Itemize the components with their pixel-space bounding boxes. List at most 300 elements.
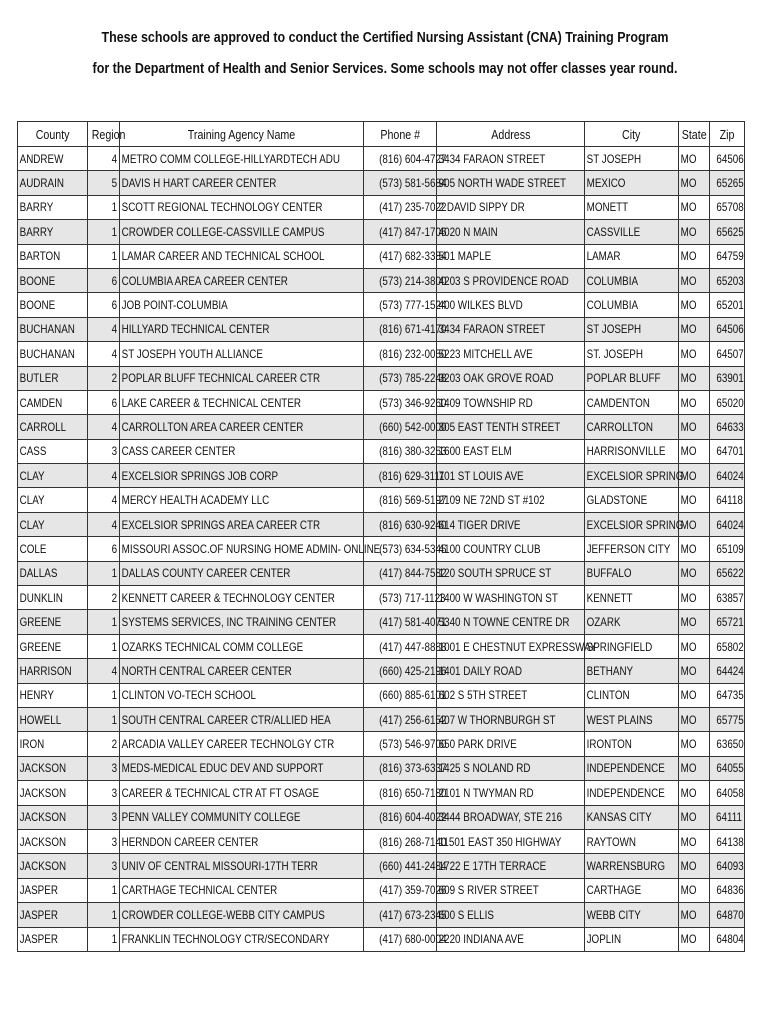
cell-phone: (816) 604-4727 [364,147,437,171]
table-row [18,732,745,756]
cell-state: MO [679,464,710,488]
cell-county: BARRY [18,220,88,244]
cell-address: 3434 FARAON STREET [437,317,585,341]
table-row [18,781,745,805]
cell-address: 4203 S PROVIDENCE ROAD [437,268,585,292]
cell-city: BETHANY [585,659,679,683]
cell-state: MO [679,220,710,244]
cell-region: 2 [88,732,120,756]
cell-address: 2220 INDIANA AVE [437,927,585,951]
table-row [18,293,745,317]
cell-zip: 65020 [710,390,745,414]
table-row [18,512,745,536]
cell-address: 4020 N MAIN [437,220,585,244]
cell-phone: (417) 680-0004 [364,927,437,951]
cell-address: 1425 S NOLAND RD [437,756,585,780]
cell-city: EXCELSIOR SPRING [585,464,679,488]
cell-county: CLAY [18,464,88,488]
cell-city: JEFFERSON CITY [585,537,679,561]
table-row [18,586,745,610]
cell-county: BUCHANAN [18,342,88,366]
cell-county: BUCHANAN [18,317,88,341]
cell-address: 1001 E CHESTNUT EXPRESSWAY [437,634,585,658]
cell-state: MO [679,147,710,171]
cell-state: MO [679,195,710,219]
cell-county: HOWELL [18,707,88,731]
cell-agency: CAREER & TECHNICAL CTR AT FT OSAGE [120,781,364,805]
cell-state: MO [679,927,710,951]
cell-city: COLUMBIA [585,293,679,317]
cell-city: LAMAR [585,244,679,268]
table-row [18,878,745,902]
cell-phone: (816) 569-5197 [364,488,437,512]
cell-address: 1722 E 17TH TERRACE [437,854,585,878]
cell-phone: (417) 359-7026 [364,878,437,902]
cell-zip: 64633 [710,415,745,439]
table-row [18,317,745,341]
cell-state: MO [679,512,710,536]
table-row [18,488,745,512]
cell-county: DUNKLIN [18,586,88,610]
cell-city: ST. JOSEPH [585,342,679,366]
cell-zip: 64093 [710,854,745,878]
column-header-city: City [585,122,679,147]
cell-zip: 64138 [710,829,745,853]
cell-county: COLE [18,537,88,561]
cell-agency: JOB POINT-COLUMBIA [120,293,364,317]
cell-county: BARRY [18,195,88,219]
cell-county: JASPER [18,927,88,951]
table-row [18,903,745,927]
cell-agency: MEDS-MEDICAL EDUC DEV AND SUPPORT [120,756,364,780]
cell-agency: NORTH CENTRAL CAREER CENTER [120,659,364,683]
cell-county: JACKSON [18,854,88,878]
cell-city: OZARK [585,610,679,634]
cell-city: CARTHAGE [585,878,679,902]
cell-region: 4 [88,659,120,683]
column-header-region: Region [88,122,120,147]
cell-zip: 65622 [710,561,745,585]
cell-state: MO [679,878,710,902]
cell-phone: (816) 671-4170 [364,317,437,341]
cell-address: 650 PARK DRIVE [437,732,585,756]
cell-address: 400 WILKES BLVD [437,293,585,317]
cell-phone: (660) 441-2484 [364,854,437,878]
cell-region: 6 [88,537,120,561]
cell-region: 6 [88,293,120,317]
cell-county: JACKSON [18,781,88,805]
cell-region: 1 [88,634,120,658]
cell-zip: 64118 [710,488,745,512]
cell-agency: CASS CAREER CENTER [120,439,364,463]
cell-agency: CARTHAGE TECHNICAL CENTER [120,878,364,902]
cell-phone: (573) 634-5345 [364,537,437,561]
cell-address: 609 S RIVER STREET [437,878,585,902]
cell-agency: ARCADIA VALLEY CAREER TECHNOLGY CTR [120,732,364,756]
cell-address: 905 NORTH WADE STREET [437,171,585,195]
cell-state: MO [679,707,710,731]
cell-address: 3434 FARAON STREET [437,147,585,171]
column-header-state: State [679,122,710,147]
cell-phone: (816) 604-4022 [364,805,437,829]
cell-county: BOONE [18,293,88,317]
cell-region: 3 [88,756,120,780]
cell-city: CASSVILLE [585,220,679,244]
table-row [18,927,745,951]
cell-state: MO [679,537,710,561]
cell-region: 2 [88,586,120,610]
cell-city: ST JOSEPH [585,147,679,171]
cell-city: RAYTOWN [585,829,679,853]
cell-city: KENNETT [585,586,679,610]
cell-zip: 64055 [710,756,745,780]
cell-phone: (816) 630-9240 [364,512,437,536]
page-title-line-2: for the Department of Health and Senior Services. Some schools may not offer classes year round. [92,61,678,77]
table-row [18,342,745,366]
cell-region: 6 [88,390,120,414]
cell-zip: 64507 [710,342,745,366]
cell-address: 1409 TOWNSHIP RD [437,390,585,414]
cell-city: COLUMBIA [585,268,679,292]
cell-zip: 64024 [710,464,745,488]
table-row [18,195,745,219]
cell-phone: (660) 885-6101 [364,683,437,707]
cell-region: 5 [88,171,120,195]
cell-agency: CROWDER COLLEGE-CASSVILLE CAMPUS [120,220,364,244]
table-row [18,268,745,292]
cell-region: 3 [88,439,120,463]
cell-phone: (816) 268-7140 [364,829,437,853]
cell-state: MO [679,244,710,268]
cell-address: 305 EAST TENTH STREET [437,415,585,439]
cell-zip: 64701 [710,439,745,463]
cell-agency: DAVIS H HART CAREER CENTER [120,171,364,195]
cell-state: MO [679,171,710,195]
cell-phone: (660) 425-2196 [364,659,437,683]
cell-agency: DALLAS COUNTY CAREER CENTER [120,561,364,585]
cell-phone: (573) 346-9260 [364,390,437,414]
cell-phone: (816) 380-3253 [364,439,437,463]
table-row [18,683,745,707]
cell-state: MO [679,342,710,366]
cell-agency: KENNETT CAREER & TECHNOLOGY CENTER [120,586,364,610]
cell-phone: (417) 581-4071 [364,610,437,634]
table-row [18,805,745,829]
table-row [18,415,745,439]
cell-city: CARROLLTON [585,415,679,439]
cell-city: EXCELSIOR SPRING [585,512,679,536]
cell-county: IRON [18,732,88,756]
column-header-county: County [18,122,88,147]
cell-region: 2 [88,366,120,390]
cell-county: DALLAS [18,561,88,585]
cell-zip: 65721 [710,610,745,634]
cell-phone: (573) 777-1524 [364,293,437,317]
cell-agency: EXCELSIOR SPRINGS JOB CORP [120,464,364,488]
cell-zip: 64870 [710,903,745,927]
cell-city: IRONTON [585,732,679,756]
cell-city: WEST PLAINS [585,707,679,731]
cell-county: GREENE [18,610,88,634]
cell-agency: HERNDON CAREER CENTER [120,829,364,853]
cell-agency: PENN VALLEY COMMUNITY COLLEGE [120,805,364,829]
cell-zip: 65625 [710,220,745,244]
cell-city: POPLAR BLUFF [585,366,679,390]
cell-county: BOONE [18,268,88,292]
table-row [18,634,745,658]
cell-phone: (816) 232-0050 [364,342,437,366]
cell-county: CLAY [18,488,88,512]
cell-zip: 64506 [710,317,745,341]
page-title-line-1: These schools are approved to conduct the Certified Nursing Assistant (CNA) Training Program [101,30,669,46]
table-row [18,244,745,268]
cell-city: CLINTON [585,683,679,707]
cell-county: BUTLER [18,366,88,390]
cell-region: 3 [88,805,120,829]
cell-region: 1 [88,244,120,268]
cell-address: 1401 DAILY ROAD [437,659,585,683]
cell-region: 3 [88,781,120,805]
cell-region: 1 [88,195,120,219]
cell-state: MO [679,317,710,341]
cell-address: 1400 W WASHINGTON ST [437,586,585,610]
cell-region: 6 [88,268,120,292]
cell-agency: LAKE CAREER & TECHNICAL CENTER [120,390,364,414]
cell-phone: (573) 214-3800 [364,268,437,292]
column-header-zip: Zip [710,122,745,147]
table-row [18,220,745,244]
cell-region: 1 [88,610,120,634]
table-row [18,171,745,195]
cell-zip: 63857 [710,586,745,610]
cell-zip: 65265 [710,171,745,195]
cell-region: 4 [88,464,120,488]
cell-region: 4 [88,488,120,512]
cell-county: HENRY [18,683,88,707]
cell-agency: CARROLLTON AREA CAREER CENTER [120,415,364,439]
cell-county: CASS [18,439,88,463]
cell-zip: 63901 [710,366,745,390]
cell-city: GLADSTONE [585,488,679,512]
cell-agency: SCOTT REGIONAL TECHNOLOGY CENTER [120,195,364,219]
cell-phone: (573) 581-5684 [364,171,437,195]
cell-zip: 64424 [710,659,745,683]
cell-city: INDEPENDENCE [585,756,679,780]
cell-agency: MERCY HEALTH ACADEMY LLC [120,488,364,512]
column-header-address: Address [437,122,585,147]
cell-region: 3 [88,829,120,853]
table-row [18,561,745,585]
cell-address: 407 W THORNBURGH ST [437,707,585,731]
cell-region: 4 [88,342,120,366]
cell-phone: (417) 447-8888 [364,634,437,658]
cell-phone: (573) 785-2248 [364,366,437,390]
cell-region: 4 [88,512,120,536]
table-row [18,854,745,878]
cell-phone: (816) 373-6337 [364,756,437,780]
table-row [18,829,745,853]
cell-state: MO [679,659,710,683]
cell-agency: UNIV OF CENTRAL MISSOURI-17TH TERR [120,854,364,878]
cell-county: AUDRAIN [18,171,88,195]
cell-phone: (816) 629-3111 [364,464,437,488]
cell-county: CLAY [18,512,88,536]
cell-city: WARRENSBURG [585,854,679,878]
cell-zip: 65802 [710,634,745,658]
table-header-row [18,122,745,147]
cell-region: 1 [88,903,120,927]
cell-zip: 65203 [710,268,745,292]
cell-city: MONETT [585,195,679,219]
cell-county: HARRISON [18,659,88,683]
table-row [18,464,745,488]
cell-city: ST JOSEPH [585,317,679,341]
cell-state: MO [679,415,710,439]
cell-region: 1 [88,683,120,707]
cell-region: 1 [88,220,120,244]
cell-county: BARTON [18,244,88,268]
cell-state: MO [679,829,710,853]
cell-region: 3 [88,854,120,878]
cell-address: 5340 N TOWNE CENTRE DR [437,610,585,634]
cell-agency: POPLAR BLUFF TECHNICAL CAREER CTR [120,366,364,390]
cell-agency: ST JOSEPH YOUTH ALLIANCE [120,342,364,366]
cell-state: MO [679,634,710,658]
table-row [18,610,745,634]
cell-phone: (417) 847-1706 [364,220,437,244]
cell-city: CAMDENTON [585,390,679,414]
column-header-phone: Phone # [364,122,437,147]
cell-state: MO [679,390,710,414]
cell-region: 4 [88,147,120,171]
cell-phone: (573) 546-9700 [364,732,437,756]
cell-city: BUFFALO [585,561,679,585]
cell-region: 4 [88,415,120,439]
cell-address: 501 MAPLE [437,244,585,268]
cell-agency: CLINTON VO-TECH SCHOOL [120,683,364,707]
cell-agency: MISSOURI ASSOC.OF NURSING HOME ADMIN- ONLINE [120,537,364,561]
cell-agency: METRO COMM COLLEGE-HILLYARDTECH ADU [120,147,364,171]
cell-county: JASPER [18,903,88,927]
table-row [18,147,745,171]
cell-address: 600 S ELLIS [437,903,585,927]
cell-city: INDEPENDENCE [585,781,679,805]
cell-region: 4 [88,317,120,341]
cell-state: MO [679,561,710,585]
cell-phone: (417) 256-6152 [364,707,437,731]
cell-agency: LAMAR CAREER AND TECHNICAL SCHOOL [120,244,364,268]
cell-region: 1 [88,927,120,951]
cell-region: 1 [88,878,120,902]
table-row [18,439,745,463]
cell-address: 2101 N TWYMAN RD [437,781,585,805]
cell-county: JACKSON [18,805,88,829]
cell-zip: 65109 [710,537,745,561]
cell-city: MEXICO [585,171,679,195]
cell-zip: 64759 [710,244,745,268]
cell-address: 2 DAVID SIPPY DR [437,195,585,219]
cell-state: MO [679,293,710,317]
cell-zip: 65708 [710,195,745,219]
cell-zip: 64024 [710,512,745,536]
cell-county: CAMDEN [18,390,88,414]
cell-county: JACKSON [18,829,88,853]
cell-city: JOPLIN [585,927,679,951]
cell-address: 3444 BROADWAY, STE 216 [437,805,585,829]
cell-address: 120 SOUTH SPRUCE ST [437,561,585,585]
cell-zip: 63650 [710,732,745,756]
cell-county: JACKSON [18,756,88,780]
cell-zip: 64836 [710,878,745,902]
cell-address: 3203 OAK GROVE ROAD [437,366,585,390]
cell-zip: 64735 [710,683,745,707]
cell-state: MO [679,903,710,927]
cell-state: MO [679,488,710,512]
cell-address: 5223 MITCHELL AVE [437,342,585,366]
cell-city: SPRINGFIELD [585,634,679,658]
cell-phone: (660) 542-0000 [364,415,437,439]
table-row [18,756,745,780]
cell-address: 11501 EAST 350 HIGHWAY [437,829,585,853]
cell-phone: (417) 235-7022 [364,195,437,219]
cell-zip: 64111 [710,805,745,829]
cell-region: 1 [88,707,120,731]
cell-state: MO [679,756,710,780]
cell-zip: 64058 [710,781,745,805]
cell-county: CARROLL [18,415,88,439]
table-body [18,147,745,952]
cell-state: MO [679,610,710,634]
table-row [18,537,745,561]
table-row [18,390,745,414]
cell-state: MO [679,805,710,829]
cell-state: MO [679,268,710,292]
cell-zip: 65775 [710,707,745,731]
cell-agency: SYSTEMS SERVICES, INC TRAINING CENTER [120,610,364,634]
table-row [18,659,745,683]
cell-phone: (573) 717-1123 [364,586,437,610]
cell-city: HARRISONVILLE [585,439,679,463]
cell-zip: 64506 [710,147,745,171]
cell-agency: COLUMBIA AREA CAREER CENTER [120,268,364,292]
table-row [18,707,745,731]
cell-county: JASPER [18,878,88,902]
cna-schools-table [17,121,745,952]
cell-zip: 65201 [710,293,745,317]
cell-county: GREENE [18,634,88,658]
cell-agency: OZARKS TECHNICAL COMM COLLEGE [120,634,364,658]
cell-address: 701 ST LOUIS AVE [437,464,585,488]
cell-city: KANSAS CITY [585,805,679,829]
cell-agency: HILLYARD TECHNICAL CENTER [120,317,364,341]
cell-state: MO [679,732,710,756]
cell-state: MO [679,781,710,805]
cell-state: MO [679,854,710,878]
cell-address: 4100 COUNTRY CLUB [437,537,585,561]
cell-phone: (417) 844-7582 [364,561,437,585]
cell-phone: (816) 650-7180 [364,781,437,805]
cell-agency: CROWDER COLLEGE-WEBB CITY CAMPUS [120,903,364,927]
cell-agency: SOUTH CENTRAL CAREER CTR/ALLIED HEA [120,707,364,731]
cell-county: ANDREW [18,147,88,171]
cell-region: 1 [88,561,120,585]
cell-zip: 64804 [710,927,745,951]
table-row [18,366,745,390]
cell-address: 1600 EAST ELM [437,439,585,463]
cell-state: MO [679,586,710,610]
cell-address: 2109 NE 72ND ST #102 [437,488,585,512]
cell-state: MO [679,439,710,463]
